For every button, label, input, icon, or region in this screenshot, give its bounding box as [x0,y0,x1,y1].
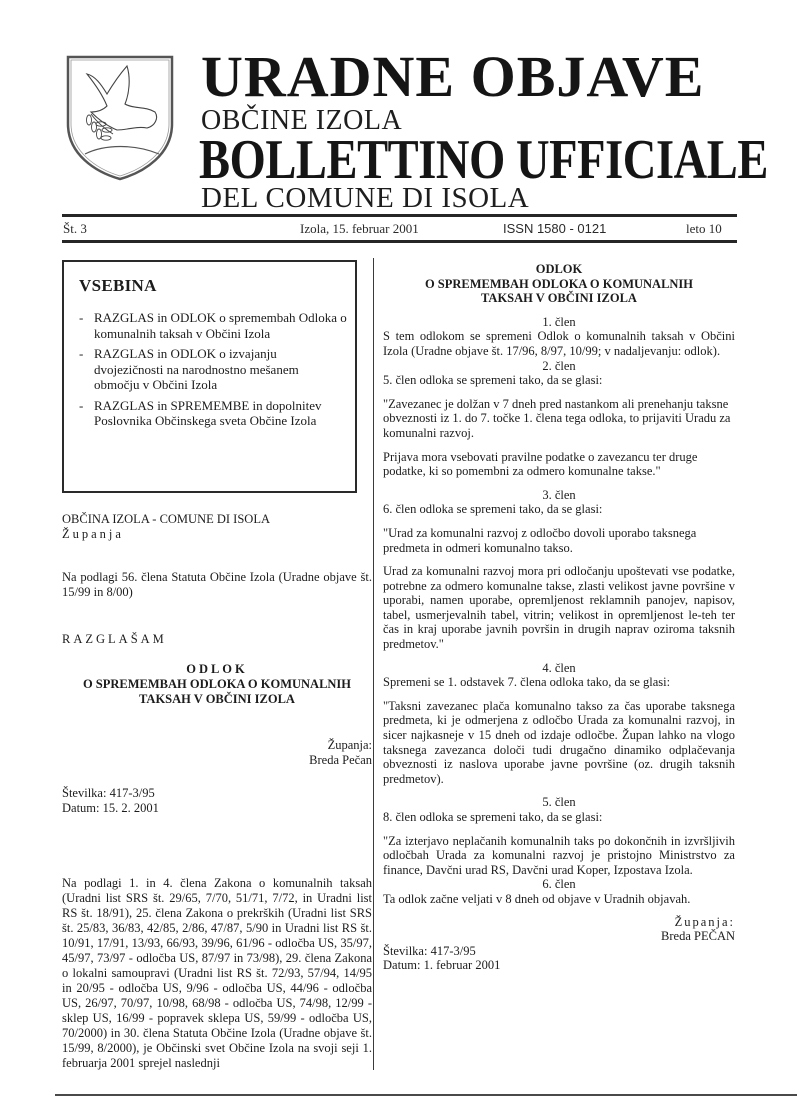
article-2-heading: 2. člen [542,358,576,373]
article-4-heading: 4. člen [542,660,576,675]
masthead-title-slovene: URADNE OBJAVE [201,44,705,109]
right-column [383,262,735,973]
contents-box [62,260,357,493]
decree-title-1: ODLOK [186,662,248,676]
left-column [62,512,372,1071]
article-5-heading: 5. člen [542,795,576,810]
issue-year: leto 10 [686,221,722,236]
contents-item[interactable]: - RAZGLAS in ODLOK o izvajanju dvojezičnosti na narodnostno mešanem območju v Občini Izola [79,346,347,393]
article-4-intro: Spremeni se 1. odstavek 7. člena odloka tako, da se glasi: [383,675,671,690]
decree-title-2: O SPREMEMBAH ODLOKA O KOMUNALNIH [82,677,352,691]
article-6-heading: 6. člen [542,877,576,892]
article-3-heading: 3. člen [542,487,576,502]
reference-number-left: Številka: 417-3/95 [62,786,155,800]
right-decree-title-2: O SPREMEMBAH ODLOKA O KOMUNALNIH [424,276,694,291]
masthead-title-italian: BOLLETTINO UFFICIALE [199,129,768,191]
header-rule-bottom [62,240,737,243]
article-3-intro: 6. člen odloka se spremeni tako, da se glasi: [383,502,603,517]
contents-item[interactable]: - RAZGLAS in SPREMEMBE in dopolnitev Poslovnika Občinskega sveta Občine Izola [79,398,347,429]
article-3-quote-2: Urad za komunalni razvoj mora pri odločanju upoštevati vse podatke, potrebne za odmero komunalne takse, zlasti velikost javne površine v uporabi, namen uporabe, opremljenost reklamnih panojev, napisov, tabel, usmerjevalnih tabel, vitrin; velikost in opremljenost le-teh ter čas in kraj uporabe javnih površin in drugih naprav oziroma taksnih predmetov." [383,564,735,652]
masthead-subtitle-slovene: OBČINE IZOLA [201,105,403,136]
coat-of-arms-dove-icon [65,54,175,182]
header-rule-top [62,214,737,217]
reference-date-right: Datum: 1. februar 2001 [383,958,501,973]
article-3-quote-1: "Urad za komunalni razvoj z odločbo dovoli uporabo taksnega predmeta in odmeri komunalno takso. [383,525,697,555]
article-1-text: S tem odlokom se spremeni Odlok o komunalnih taksah v Občini Izola (Uradne objave št. 17/96, 8/97, 10/99; v nadaljevanju: odlok). [383,329,735,358]
article-5-intro: 8. člen odloka se spremeni tako, da se glasi: [383,810,603,824]
signer-name-right: Breda PEČAN [661,929,735,944]
issuer-role: Županja [62,527,124,541]
contents-title: VSEBINA [79,276,157,295]
article-5-quote: "Za izterjavo neplačanih komunalnih taks po dokončnih in izvršljivih odločbah Urada za komunalni razvoj je pristojno Ministrstvo za finance, Davčni urad RS, Davčni urad Koper, Izpostava Izola. [383,833,735,877]
issue-issn: ISSN 1580 - 0121 [503,221,607,236]
right-decree-title-3: TAKSAH V OBČINI IZOLA [481,291,637,306]
masthead-subtitle-italian: DEL COMUNE DI ISOLA [201,182,530,214]
column-divider [373,258,374,1070]
contents-list [79,310,347,429]
reference-date-left: Datum: 15. 2. 2001 [62,801,159,815]
article-2-quote-1: "Zavezanec je dolžan v 7 dneh pred nastankom ali prenehanju taksne obveznosti iz 1. do 7. točke 1. člena tega odloka, to prijaviti Uradu za komunalni razvoj. [383,396,731,440]
legal-basis-text: Na podlagi 1. in 4. člena Zakona o komunalnih taksah (Uradni list SRS št. 29/65, 7/70, 51/71, 7/72, in Uradni list RS št. 18/91), 25. člena Zakona o prekrških (Uradni list SRS št. 25/83, 36/83, 42/85, 2/86, 47/87, 5/90 in Uradni list RS št. 10/91, 17/91, 13/93, 66/93, 39/96, 61/96 - odločba US, 35/97, 45/97, 73/97 - odločba US, 87/97 in 73/98), 29. člena Zakona o lokalni samoupravi (Uradni list RS št. 72/93, 57/94, 14/95 in 20/95 - odločba US, 9/96 - odločba US, 44/96 - odločba US, 26/97, 70/97, 10/98, 68/98 - odločba US, 74/98, 12/99 - sklep US, 16/99 - popravek sklepa US, 59/99 - odločba US, 70/2000) in 30. člena Statuta Občine Izola (Uradne objave št. 15/99, 8/2000), je Občinski svet Občine Izola na svoji seji 1. februarja 2001 sprejel naslednji [62,876,372,1070]
article-1-heading: 1. člen [542,314,576,329]
article-4-quote: "Taksni zavezanec plača komunalno takso za čas uporabe taksnega predmeta, ki je odmerjena z odločbo Urada za komunalni razvoj, in sicer najkasneje v 15 dneh od izdaje odločbe. Župan lahko na vlogo taksnega zavezanca določi tudi drugačno dinamiko odplačevanja obveznosti iz naslova uporabe javne površine (oz. drugih taksnih predmetov). [383,698,735,786]
issue-place-date: Izola, 15. februar 2001 [300,221,419,236]
article-2-intro: 5. člen odloka se spremeni tako, da se glasi: [383,373,603,388]
signer-role-left: Županja: [327,738,372,752]
proclaim-text: RAZGLAŠAM [62,632,167,646]
basis-text: Na podlagi 56. člena Statuta Občine Izola (Uradne objave št. 15/99 in 8/00) [62,570,372,599]
issuer: OBČINA IZOLA - COMUNE DI ISOLA [62,512,270,526]
signer-role-right: Županja: [674,914,735,929]
right-decree-title-1: ODLOK [535,262,583,276]
signer-name-left: Breda Pečan [309,753,372,767]
article-2-quote-2: Prijava mora vsebovati pravilne podatke o zavezancu ter druge podatke, ki so pomembni za odmero komunalne takse." [383,449,698,479]
reference-number-right: Številka: 417-3/95 [383,943,476,958]
decree-title-3: TAKSAH V OBČINI IZOLA [139,692,295,706]
footer-rule [55,1094,797,1096]
article-6-text: Ta odlok začne veljati v 8 dneh od objave v Uradnih objavah. [383,891,691,906]
contents-item[interactable]: - RAZGLAS in ODLOK o spremembah Odloka o komunalnih taksah v Občini Izola [79,310,347,341]
issue-number: Št. 3 [63,221,87,236]
